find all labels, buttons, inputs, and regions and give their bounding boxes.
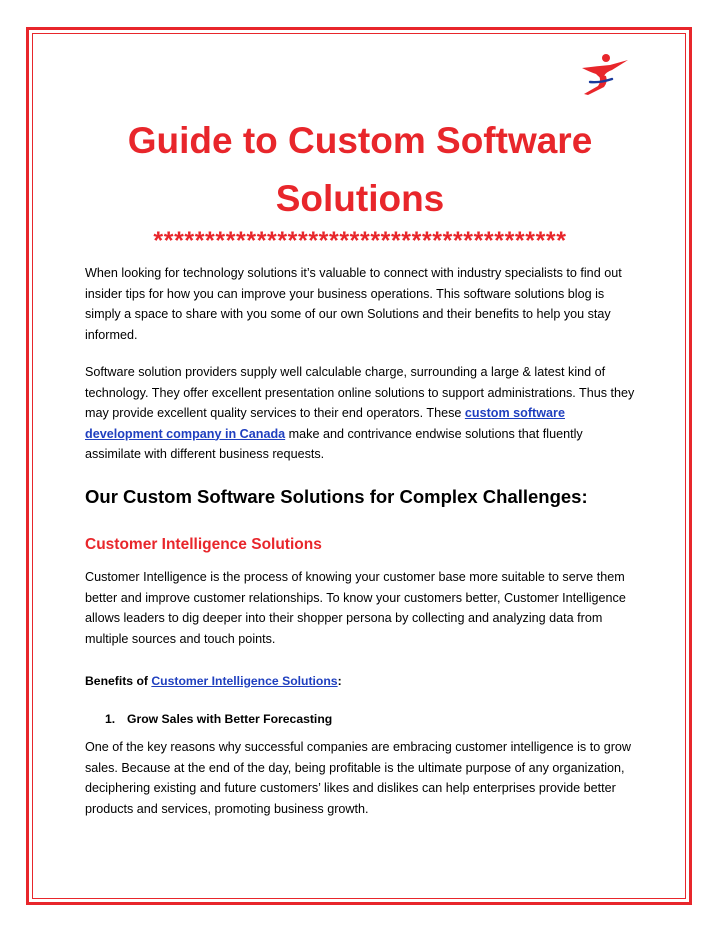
benefits-suffix: :: [337, 674, 342, 688]
customer-intelligence-link[interactable]: Customer Intelligence Solutions: [151, 674, 338, 688]
providers-text-before: Software solution providers supply well calculable charge, surrounding a large & latest kind of technology. They offer excellent presentation online solutions to support administrations. Thus they may provide excellent quality services to their end operators. These: [85, 365, 635, 420]
customer-intelligence-paragraph: Customer Intelligence is the process of knowing your customer base more suitable to serve them better and improve customer relationships. To know your customers better, Customer Intelligence allows leaders to dig deeper into their shopper persona by collecting and analyzing data from multiple sources and touch points.: [85, 570, 626, 646]
list-item-text: Grow Sales with Better Forecasting: [127, 712, 333, 726]
running-figure-logo-icon: [576, 52, 630, 96]
subsection-heading: Customer Intelligence Solutions: [85, 536, 322, 553]
document-title: Guide to Custom Software Solutions: [127, 120, 593, 219]
custom-software-company-link[interactable]: custom software development company in Canada: [85, 406, 565, 441]
forecast-paragraph: One of the key reasons why successful companies are embracing customer intelligence is to grow sales. Because at the end of the day, being profitable is the ultimate purpose of any organization, deciphering existing and future customers’ likes and dislikes can help enterprises provide better products and services, promoting business growth.: [85, 740, 631, 816]
list-item: [105, 712, 332, 726]
list-item-number: 1.: [105, 712, 116, 726]
intro-paragraph: When looking for technology solutions it’s valuable to connect with industry specialists to find out insider tips for how you can improve your business operations. This software solutions blog is simply a space to share with you some of our own Solutions and their benefits to help you stay informed.: [85, 266, 622, 342]
title-divider-stars: ****************************************: [153, 228, 567, 254]
benefits-prefix: Benefits of: [85, 674, 152, 688]
providers-text-after: make and contrivance endwise solutions that fluently assimilate with different business requests.: [85, 426, 583, 461]
providers-paragraph: [85, 362, 635, 465]
section-heading: Our Custom Software Solutions for Complex Challenges:: [85, 486, 588, 507]
benefits-list: [105, 712, 332, 726]
benefits-heading: [85, 674, 342, 688]
